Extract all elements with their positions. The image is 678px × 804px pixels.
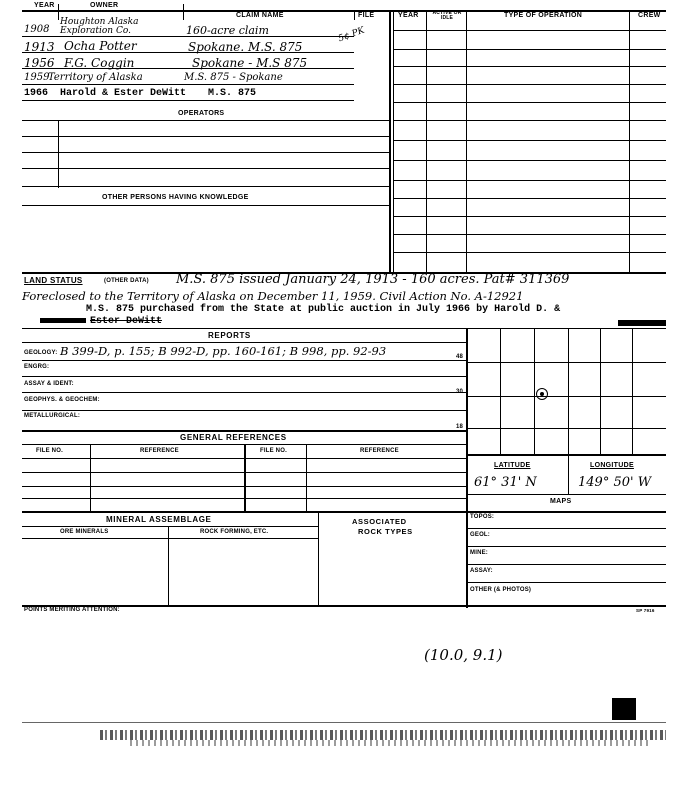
op-row-line	[394, 234, 666, 235]
coordinate-note: (10.0, 9.1)	[424, 646, 503, 664]
owner-claim: Spokane. M.S. 875	[188, 40, 303, 54]
owner-name: Ocha Potter	[64, 39, 137, 53]
general-references-title: GENERAL REFERENCES	[180, 433, 287, 442]
longitude-label: LONGITUDE	[590, 462, 634, 469]
associated-col	[318, 511, 319, 606]
reports-right-divider	[466, 328, 468, 608]
grid-mark: 48	[456, 354, 464, 360]
op-row-line	[394, 120, 666, 121]
owner-claim: 160-acre claim	[186, 24, 269, 37]
reference-header: REFERENCE	[140, 448, 179, 454]
op-row-line	[394, 216, 666, 217]
land-status-line3: M.S. 875 purchased from the State at public auction in July 1966 by Harold D. &	[86, 304, 561, 315]
op-row-line	[394, 180, 666, 181]
owner-claim: M.S. 875 - Spokane	[184, 72, 283, 83]
owner-header: OWNER	[90, 2, 119, 9]
maps-row	[468, 582, 666, 583]
owner-row-line	[22, 100, 354, 101]
center-divider	[389, 10, 391, 272]
gen-ref-row	[22, 498, 466, 499]
metallurgical-label: METALLURGICAL:	[24, 413, 81, 419]
owner-year: 1966	[24, 88, 49, 99]
grid-col	[600, 328, 601, 454]
geology-value: B 399-D, p. 155; B 992-D, pp. 160-161; B 998, pp. 92-93	[60, 344, 387, 358]
maps-top	[468, 494, 666, 495]
owner-row-line	[22, 84, 354, 85]
scan-artifact	[22, 722, 666, 723]
grid-row	[468, 396, 666, 397]
redaction-mark	[40, 318, 86, 323]
lat-long-top	[468, 454, 666, 456]
file-no-header-2: FILE NO.	[260, 448, 287, 454]
maps-row	[468, 528, 666, 529]
ore-minerals-header: ORE MINERALS	[60, 529, 109, 535]
grid-col	[500, 328, 501, 454]
owner-name: Territory of Alaska	[48, 72, 143, 83]
geophys-label: GEOPHYS. & GEOCHEM:	[24, 397, 100, 403]
longitude-value: 149° 50' W	[578, 475, 652, 490]
gen-ref-row	[22, 486, 466, 487]
points-meriting-label: POINTS MERITING ATTENTION:	[24, 607, 120, 613]
operator-row-line	[22, 136, 389, 137]
geol-label: GEOL:	[470, 532, 490, 538]
operator-row-line	[22, 168, 389, 169]
redaction-mark	[618, 320, 666, 326]
owner-claim: M.S. 875	[208, 88, 257, 99]
latitude-label: LATITUDE	[494, 462, 531, 469]
gen-ref-col	[244, 444, 246, 512]
grid-col	[568, 328, 569, 454]
scan-artifact	[130, 740, 650, 746]
op-row-line	[394, 102, 666, 103]
reports-title: REPORTS	[208, 331, 251, 340]
land-status-line2: Foreclosed to the Territory of Alaska on December 11, 1959. Civil Action No. A-12921	[22, 289, 524, 303]
operators-label: OPERATORS	[178, 110, 225, 117]
year-divider	[58, 4, 59, 20]
claim-name-header: CLAIM NAME	[236, 12, 284, 19]
assay-ident-label: ASSAY & IDENT:	[24, 381, 74, 387]
file-no-header: FILE NO.	[36, 448, 63, 454]
op-row-line	[394, 66, 666, 67]
topos-label: TOPOS:	[470, 514, 495, 520]
owner-year: 1956	[24, 56, 55, 70]
owner-year: 1959	[24, 72, 50, 83]
associated-header: ASSOCIATED	[352, 517, 407, 526]
reports-bottom	[22, 430, 466, 432]
op-row-line	[394, 160, 666, 161]
gen-ref-bottom	[22, 511, 666, 513]
mineral-col	[168, 526, 169, 606]
gen-ref-col	[306, 444, 307, 512]
scan-artifact	[612, 698, 636, 720]
rock-forming-header: ROCK FORMING, ETC.	[200, 529, 269, 535]
op-row-line	[394, 198, 666, 199]
type-of-operation-header: TYPE OF OPERATION	[504, 12, 583, 19]
reports-row-line	[22, 376, 466, 377]
owner-year: 1908	[24, 24, 50, 35]
operator-row-line	[22, 120, 389, 121]
reports-title-line	[22, 342, 468, 343]
grid-row	[468, 428, 666, 429]
other-persons-line	[22, 205, 389, 206]
owner-name: Harold & Ester DeWitt	[60, 88, 187, 99]
operator-row-line	[22, 152, 389, 153]
mine-label: MINE:	[470, 550, 488, 556]
scan-artifact	[100, 730, 666, 740]
land-status-line1: M.S. 875 issued January 24, 1913 - 160 acres. Pat# 311369	[176, 272, 570, 287]
grid-col	[632, 328, 633, 454]
active-idle-header: ACTIVE OR IDLE	[432, 10, 462, 21]
grid-mark: 18	[456, 424, 464, 430]
land-status-sublabel: (OTHER DATA)	[104, 278, 149, 284]
year-header-right: YEAR	[398, 12, 419, 19]
assay-label: ASSAY:	[470, 568, 493, 574]
reports-row-line	[22, 360, 466, 361]
operators-divider	[58, 120, 59, 188]
reference-header-2: REFERENCE	[360, 448, 399, 454]
gen-ref-col	[90, 444, 91, 512]
file-divider	[354, 10, 355, 20]
mineral-header-line	[22, 526, 318, 527]
geology-label: GEOLOGY:	[24, 350, 58, 356]
maps-label: MAPS	[550, 498, 572, 505]
op-row-line	[394, 49, 666, 50]
year-header: YEAR	[34, 2, 55, 9]
mineral-assemblage-title: MINERAL ASSEMBLAGE	[106, 515, 212, 524]
land-status-label: LAND STATUS	[24, 276, 83, 285]
owner-file: 5¢ PK	[337, 25, 366, 45]
owner-name: Houghton Alaska Exploration Co.	[60, 17, 139, 36]
reports-top	[22, 328, 666, 329]
engrg-label: ENGRG:	[24, 364, 50, 370]
form-number: SP 7916	[636, 608, 655, 613]
op-row-line	[394, 84, 666, 85]
owner-claim: Spokane - M.S 875	[192, 56, 308, 70]
mineral-subheader-line	[22, 538, 318, 539]
reports-row-line	[22, 392, 466, 393]
op-row-line	[394, 252, 666, 253]
location-marker-dot-icon	[540, 392, 544, 396]
operator-row-line	[22, 186, 389, 187]
reports-row-line	[22, 410, 466, 411]
crew-header: CREW	[638, 12, 661, 19]
other-photos-label: OTHER (& PHOTOS)	[470, 587, 532, 593]
gen-ref-row	[22, 472, 466, 473]
maps-row	[468, 546, 666, 547]
file-header: FILE	[358, 12, 375, 19]
grid-mark: 30	[456, 389, 464, 395]
rock-types-header: ROCK TYPES	[358, 527, 413, 536]
latitude-value: 61° 31' N	[474, 475, 537, 490]
grid-row	[468, 362, 666, 363]
land-status-line4: Ester DeWitt	[90, 316, 163, 327]
lat-long-divider	[568, 456, 569, 494]
owner-name: F.G. Coggin	[64, 56, 135, 70]
gen-ref-row	[22, 458, 466, 459]
op-row-line	[394, 140, 666, 141]
maps-row	[468, 564, 666, 565]
op-row-line	[394, 30, 666, 31]
grid-col	[534, 328, 535, 454]
other-persons-label: OTHER PERSONS HAVING KNOWLEDGE	[102, 194, 249, 201]
owner-year: 1913	[24, 40, 55, 54]
